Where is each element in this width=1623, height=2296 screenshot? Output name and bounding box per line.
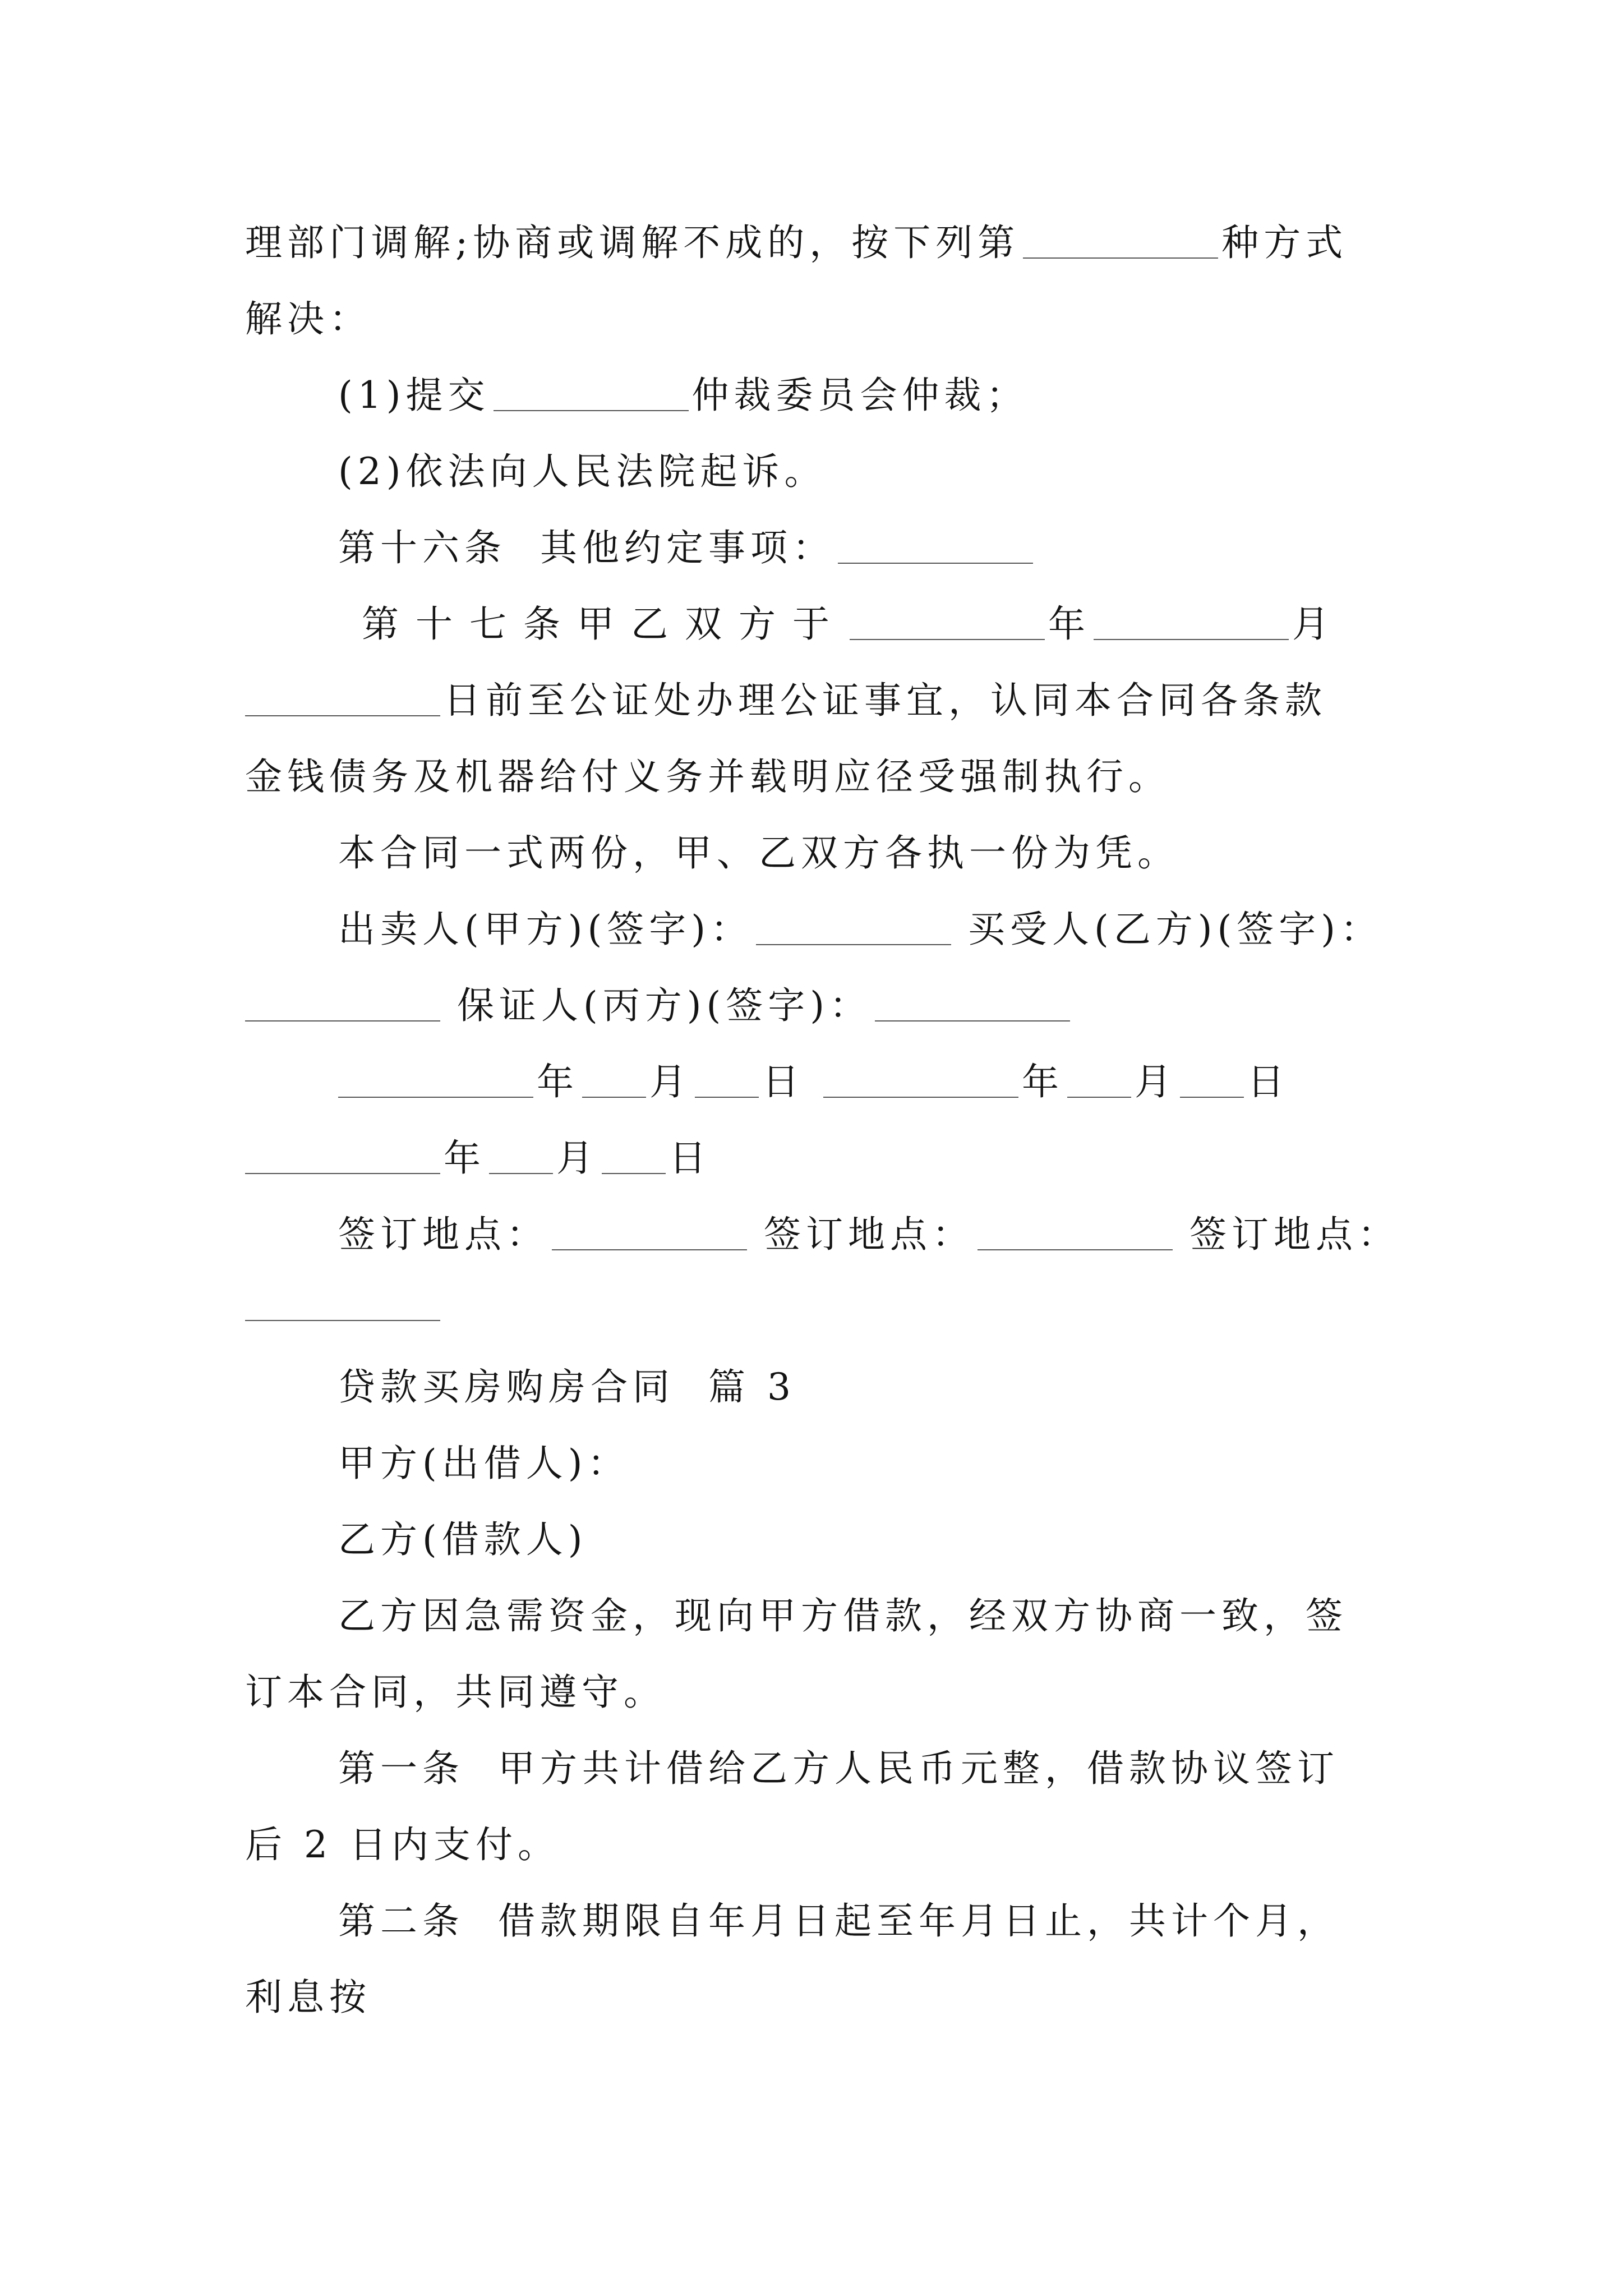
text-line — [338, 447, 827, 497]
sign-place-line — [338, 1209, 1400, 1260]
text: 利息按 — [245, 1976, 371, 2019]
text-line — [245, 1972, 371, 2023]
text: 日 — [1247, 1060, 1289, 1103]
text-line — [338, 828, 1179, 878]
text: 仲裁委员会仲裁； — [691, 374, 1029, 417]
text-line — [245, 294, 371, 344]
text: 乙方因急需资金，现向甲方借款，经双方协商一致，签 — [338, 1594, 1348, 1637]
text: 月 — [556, 1137, 598, 1180]
fill-blank — [1023, 218, 1218, 259]
text-line — [338, 1438, 630, 1489]
text-line — [245, 981, 1073, 1031]
text-line — [245, 752, 1170, 802]
fill-blank — [245, 1281, 440, 1321]
fill-blank — [1067, 1057, 1131, 1098]
text-line — [245, 218, 1348, 268]
text-line — [338, 523, 1036, 573]
fill-blank — [838, 523, 1033, 564]
text: (2)依法向人民法院起诉。 — [338, 450, 827, 493]
text: 签订地点： — [1189, 1213, 1400, 1256]
text-line — [338, 1743, 1339, 1794]
fill-blank — [245, 1134, 440, 1174]
date-line — [245, 1133, 711, 1184]
text: 出卖人(甲方)(签字)： — [338, 908, 753, 951]
text: 第十七条甲乙双方于 — [362, 602, 846, 646]
text: (1)提交 — [338, 374, 490, 417]
fill-blank — [1180, 1057, 1244, 1098]
text: 本合同一式两份，甲、乙双方各执一份为凭。 — [338, 831, 1179, 875]
fill-blank — [875, 981, 1070, 1022]
text: 金钱债务及机器给付义务并载明应径受强制执行。 — [245, 755, 1170, 798]
text: 签订地点： — [338, 1213, 548, 1256]
fill-blank — [489, 1134, 553, 1174]
text: 年 — [1022, 1060, 1064, 1103]
text: 解决： — [245, 297, 371, 341]
fill-blank — [823, 1057, 1018, 1098]
text: 月 — [1135, 1060, 1177, 1103]
text: 月 — [1292, 602, 1334, 646]
text: 订本合同，共同遵守。 — [245, 1671, 666, 1714]
date-line — [338, 1057, 1289, 1107]
text: 第十六条 其他约定事项： — [338, 526, 834, 569]
text: 第一条 甲方共计借给乙方人民币元整，借款协议签订 — [338, 1747, 1339, 1790]
text: 年 — [444, 1137, 486, 1180]
text-line — [338, 1591, 1348, 1641]
fill-blank — [245, 981, 440, 1022]
text: 理部门调解;协商或调解不成的，按下列第 — [245, 221, 1020, 264]
text: 日前至公证处办理公证事宜，认同本合同各条款 — [444, 679, 1327, 722]
text: 买受人(乙方)(签字)： — [968, 908, 1382, 951]
text: 年 — [537, 1060, 579, 1103]
text: 日 — [762, 1060, 804, 1103]
text: 种方式 — [1221, 221, 1348, 264]
fill-blank — [494, 371, 689, 411]
text: 日 — [669, 1137, 711, 1180]
section-heading — [338, 1362, 796, 1412]
text: 第二条 借款期限自年月日起至年月日止，共计个月， — [338, 1899, 1339, 1943]
text-line — [362, 599, 1334, 650]
text: 签订地点： — [764, 1213, 974, 1256]
text-line — [245, 675, 1327, 726]
fill-blank — [1094, 600, 1289, 640]
text: 贷款买房购房合同 篇 3 — [338, 1365, 796, 1409]
fill-blank — [978, 1210, 1173, 1250]
fill-blank — [602, 1134, 666, 1174]
text: 月 — [649, 1060, 691, 1103]
text: 甲方(出借人)： — [338, 1442, 630, 1485]
text-line — [245, 1280, 444, 1331]
fill-blank — [552, 1210, 747, 1250]
text-line — [245, 1820, 560, 1870]
text: 保证人(丙方)(签字)： — [457, 984, 872, 1027]
fill-blank — [582, 1057, 646, 1098]
text-line — [245, 1667, 666, 1718]
text: 年 — [1048, 602, 1090, 646]
text-line — [338, 904, 1382, 955]
text-line — [338, 1896, 1339, 1947]
fill-blank — [695, 1057, 759, 1098]
fill-blank — [850, 600, 1045, 640]
text: 后 2 日内支付。 — [245, 1823, 560, 1866]
fill-blank — [338, 1057, 533, 1098]
fill-blank — [245, 676, 440, 716]
text: 乙方(借款人) — [338, 1518, 588, 1561]
text-line — [338, 370, 1029, 421]
text-line — [338, 1515, 588, 1565]
fill-blank — [756, 905, 951, 945]
